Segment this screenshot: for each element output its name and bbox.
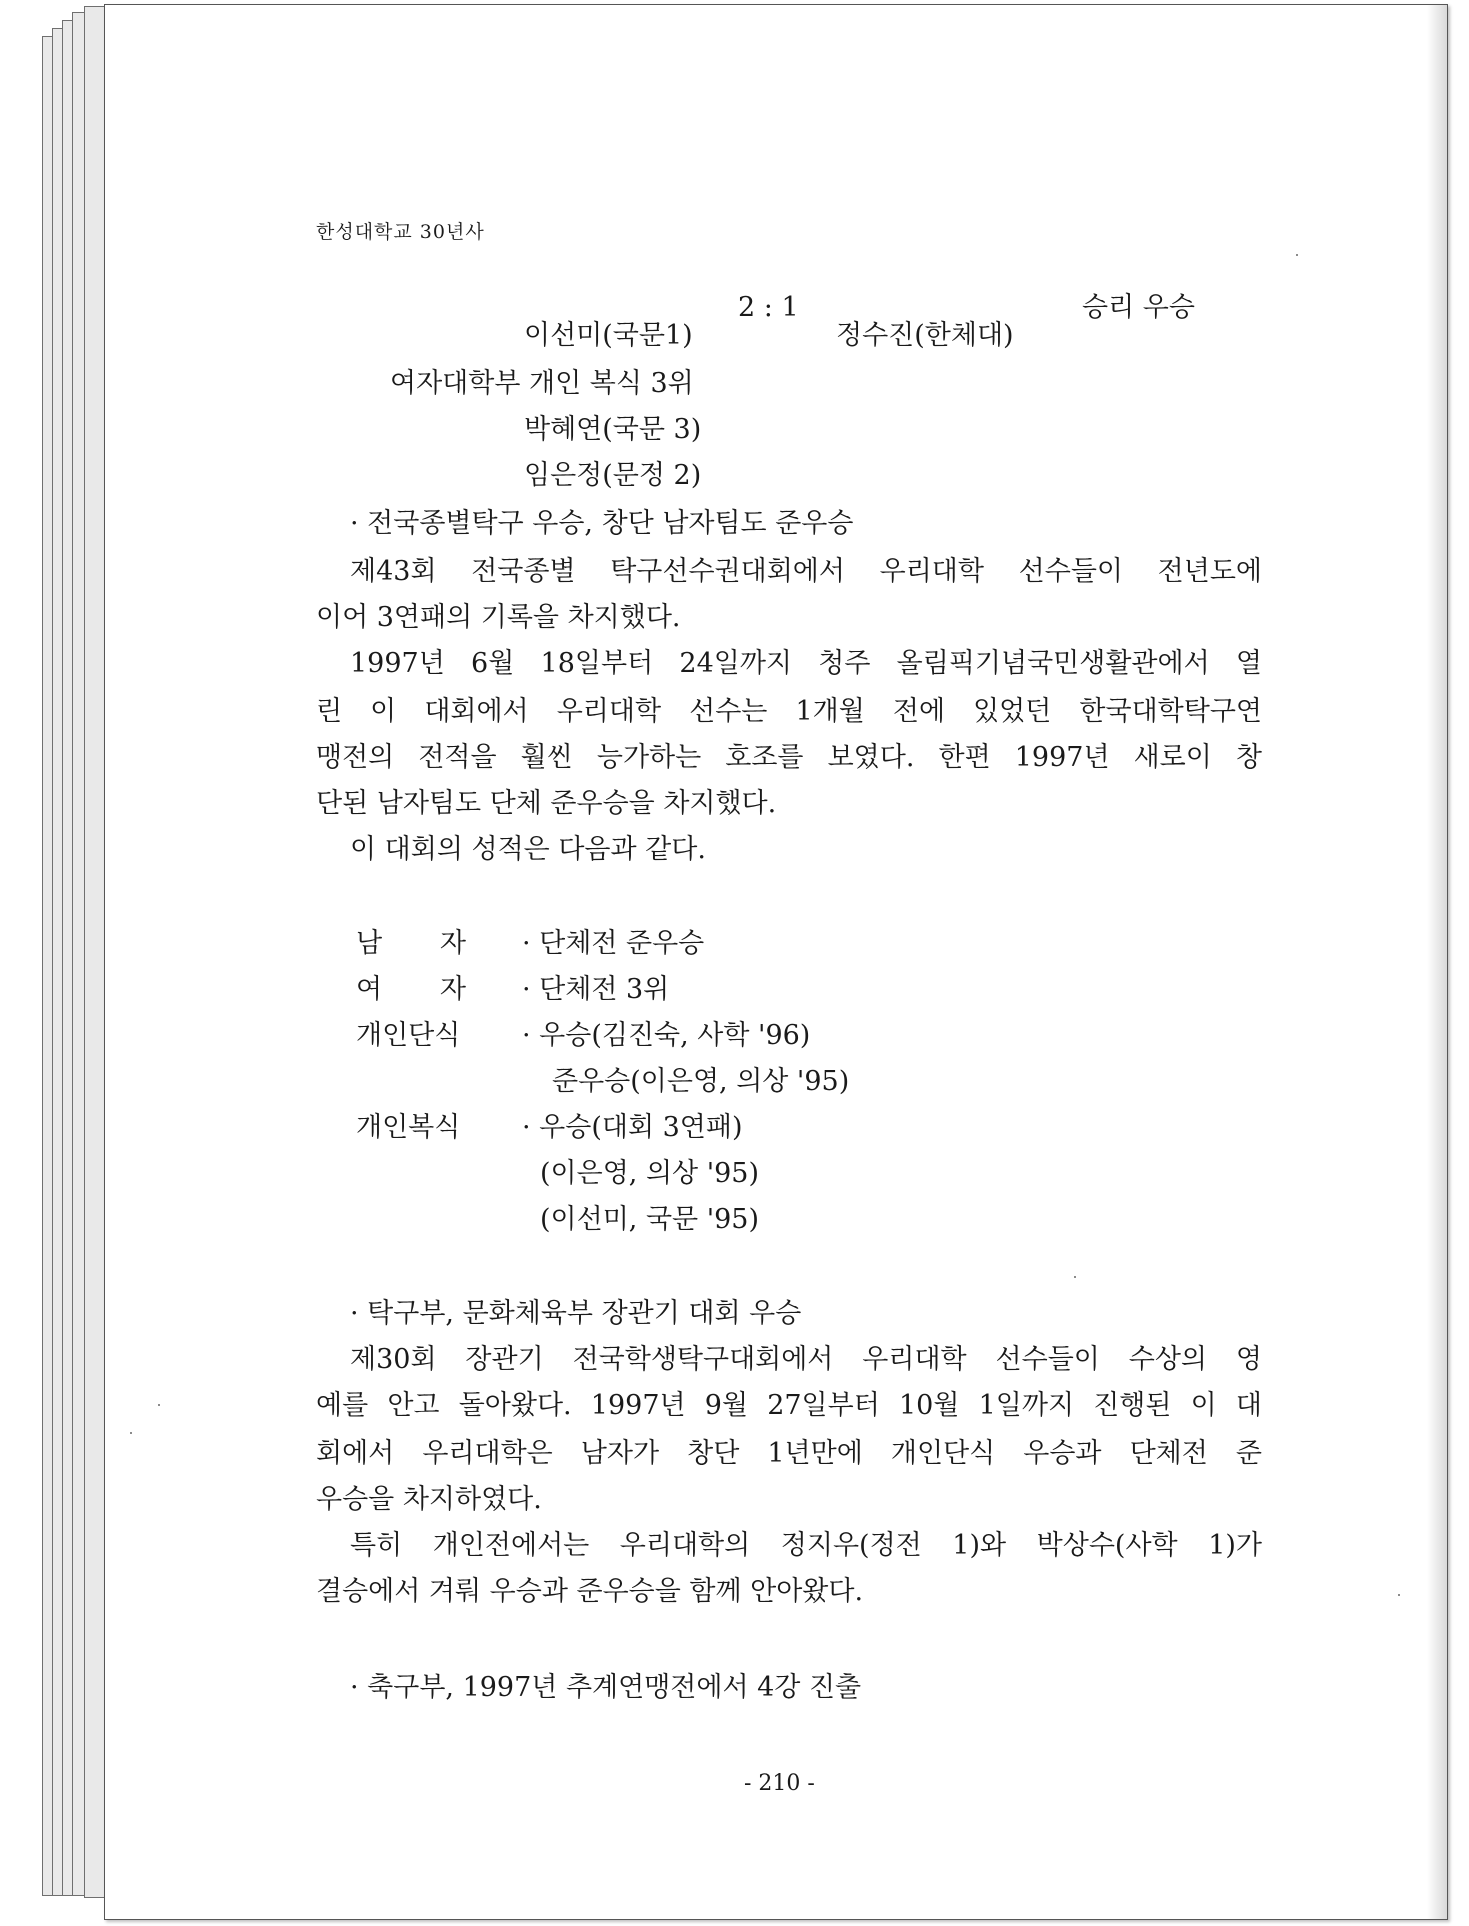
section-heading: · 축구부, 1997년 추계연맹전에서 4강 진출	[350, 1672, 862, 1703]
paragraph-line: 회에서 우리대학은 남자가 창단 1년만에 개인단식 우승과 단체전 준	[316, 1438, 1262, 1469]
paragraph-line: 제30회 장관기 전국학생탁구대회에서 우리대학 선수들이 수상의 영	[350, 1344, 1262, 1375]
paragraph-line: 이 대회의 성적은 다음과 같다.	[350, 834, 706, 865]
scan-speck	[158, 1404, 160, 1406]
scan-speck	[1074, 1276, 1076, 1278]
match-score: 2 : 1	[738, 292, 799, 323]
paragraph-line: 단된 남자팀도 단체 준우승을 차지했다.	[316, 788, 777, 819]
result-value: (이선미, 국문 '95)	[540, 1204, 760, 1235]
running-header: 한성대학교 30년사	[316, 221, 485, 243]
paragraph-line: 맹전의 전적을 훨씬 능가하는 호조를 보였다. 한편 1997년 새로이 창	[316, 742, 1262, 773]
section-heading: · 탁구부, 문화체육부 장관기 대회 우승	[350, 1298, 802, 1329]
result-value: · 단체전 준우승	[522, 928, 705, 959]
paragraph-line: 린 이 대회에서 우리대학 선수는 1개월 전에 있었던 한국대학탁구연	[316, 696, 1262, 727]
paragraph-line: 우승을 차지하였다.	[316, 1484, 542, 1515]
scan-speck	[1398, 1594, 1400, 1596]
result-value: · 단체전 3위	[522, 974, 670, 1005]
result-label: 남 자	[356, 928, 466, 959]
result-value: (이은영, 의상 '95)	[540, 1158, 760, 1189]
paragraph-line: 제43회 전국종별 탁구선수권대회에서 우리대학 선수들이 전년도에	[350, 556, 1262, 587]
doubles-title: 여자대학부 개인 복식 3위	[390, 368, 694, 399]
result-value: · 우승(대회 3연패)	[522, 1112, 743, 1143]
result-label: 여 자	[356, 974, 466, 1005]
paragraph-line: 결승에서 겨뤄 우승과 준우승을 함께 안아왔다.	[316, 1576, 864, 1607]
page-number: - 210 -	[744, 1771, 815, 1796]
doubles-member-2: 임은정(문정 2)	[524, 460, 702, 491]
match-player-1: 이선미(국문1)	[524, 320, 693, 351]
page-gutter-shadow	[1427, 5, 1447, 1919]
paragraph-line: 특히 개인전에서는 우리대학의 정지우(정전 1)와 박상수(사학 1)가	[350, 1530, 1262, 1561]
match-result: 승리 우승	[1082, 292, 1195, 323]
scan-speck	[130, 1432, 132, 1434]
paragraph-line: 1997년 6월 18일부터 24일까지 청주 올림픽기념국민생활관에서 열	[350, 648, 1262, 679]
result-label: 개인복식	[356, 1112, 461, 1143]
section-heading: · 전국종별탁구 우승, 창단 남자팀도 준우승	[350, 508, 854, 539]
result-value: 준우승(이은영, 의상 '95)	[552, 1066, 850, 1097]
match-player-2: 정수진(한체대)	[836, 320, 1014, 351]
doubles-member-1: 박혜연(국문 3)	[524, 414, 702, 445]
scan-speck	[1296, 254, 1298, 256]
result-label: 개인단식	[356, 1020, 461, 1051]
result-value: · 우승(김진숙, 사학 '96)	[522, 1020, 811, 1051]
paragraph-line: 예를 안고 돌아왔다. 1997년 9월 27일부터 10월 1일까지 진행된 이 대	[316, 1390, 1262, 1421]
paragraph-line: 이어 3연패의 기록을 차지했다.	[316, 602, 681, 633]
